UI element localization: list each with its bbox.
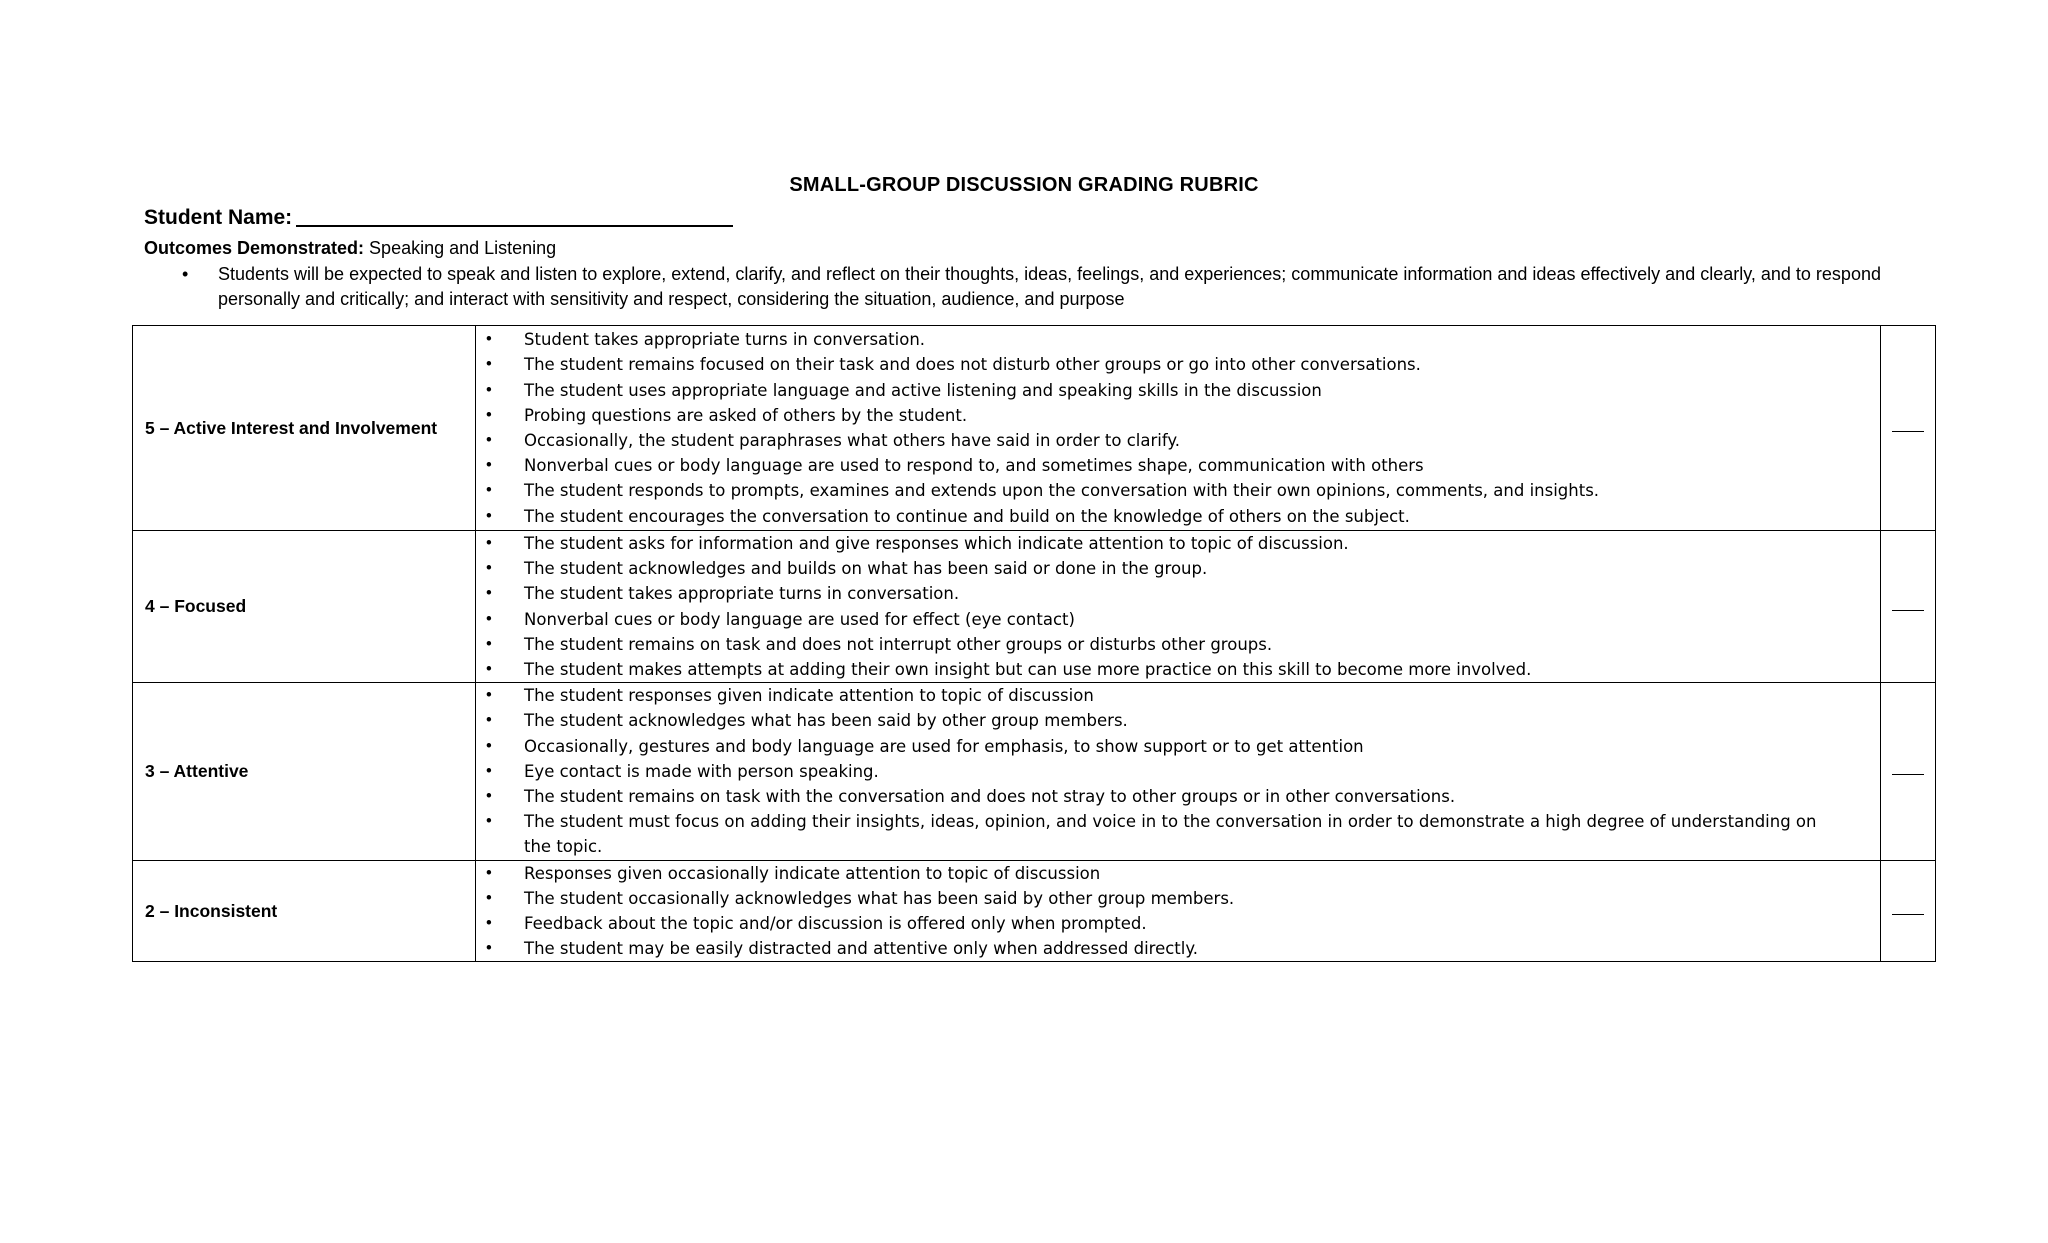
criteria-item: • Nonverbal cues or body language are used to respond to, and sometimes shape, communication with others xyxy=(476,453,1880,478)
criteria-item: • The student responses given indicate attention to topic of discussion xyxy=(476,683,1880,708)
criteria-list xyxy=(476,531,1880,682)
score-cell[interactable] xyxy=(1881,531,1936,683)
criteria-item: • Student takes appropriate turns in conversation. xyxy=(476,327,1880,352)
rubric-row-level-3 xyxy=(133,683,1936,860)
score-blank[interactable] xyxy=(1892,610,1924,611)
student-name-row xyxy=(144,206,733,230)
criteria-item: • The student asks for information and give responses which indicate attention to topic of discussion. xyxy=(476,531,1880,556)
criteria-item: • Nonverbal cues or body language are used for effect (eye contact) xyxy=(476,607,1880,632)
criteria-list xyxy=(476,683,1880,859)
criteria-item: • Occasionally, gestures and body language are used for emphasis, to show support or to get attention xyxy=(476,734,1880,759)
rubric-row-level-4 xyxy=(133,531,1936,683)
criteria-item: • The student makes attempts at adding their own insight but can use more practice on this skill to become more involved. xyxy=(476,657,1880,682)
level-label: 3 – Attentive xyxy=(133,683,476,860)
criteria-item: • Eye contact is made with person speaking. xyxy=(476,759,1880,784)
level-label: 5 – Active Interest and Involvement xyxy=(133,326,476,531)
criteria-item: • Occasionally, the student paraphrases what others have said in order to clarify. xyxy=(476,428,1880,453)
outcomes-value: Speaking and Listening xyxy=(364,238,557,258)
rubric-row-level-5 xyxy=(133,326,1936,531)
level-label: 4 – Focused xyxy=(133,531,476,683)
criteria-item: • The student responds to prompts, examines and extends upon the conversation with their own opinions, comments, and insights. xyxy=(476,478,1880,503)
level-label: 2 – Inconsistent xyxy=(133,860,476,962)
score-blank[interactable] xyxy=(1892,431,1924,432)
criteria-item: • The student remains on task with the conversation and does not stray to other groups or in other conversations. xyxy=(476,784,1880,809)
criteria-item: • Feedback about the topic and/or discussion is offered only when prompted. xyxy=(476,911,1880,936)
criteria-item: • The student must focus on adding their insights, ideas, opinion, and voice in to the conversation in order to demonstrate a high degree of understanding on the topic. xyxy=(476,809,1880,859)
score-cell[interactable] xyxy=(1881,860,1936,962)
outcomes-row xyxy=(144,238,556,259)
criteria-cell xyxy=(476,326,1881,531)
criteria-item: • The student occasionally acknowledges what has been said by other group members. xyxy=(476,886,1880,911)
criteria-item: • The student encourages the conversation to continue and build on the knowledge of others on the subject. xyxy=(476,504,1880,529)
student-name-label: Student Name: xyxy=(144,206,293,229)
criteria-item: • The student acknowledges what has been said by other group members. xyxy=(476,708,1880,733)
criteria-item: • The student may be easily distracted and attentive only when addressed directly. xyxy=(476,936,1880,961)
score-cell[interactable] xyxy=(1881,326,1936,531)
criteria-list xyxy=(476,861,1880,962)
outcome-item: • Students will be expected to speak and listen to explore, extend, clarify, and reflect on their thoughts, ideas, feelings, and experiences; communicate information and ideas effectively and clearly, and to respond personally and critically; and interact with sensitivity and respect, considering the situation, audience, and purpose xyxy=(144,262,1904,312)
criteria-item: • The student acknowledges and builds on what has been said or done in the group. xyxy=(476,556,1880,581)
criteria-item: • Probing questions are asked of others by the student. xyxy=(476,403,1880,428)
criteria-item: • The student takes appropriate turns in conversation. xyxy=(476,581,1880,606)
criteria-item: • Responses given occasionally indicate attention to topic of discussion xyxy=(476,861,1880,886)
criteria-item: • The student remains on task and does not interrupt other groups or disturbs other groups. xyxy=(476,632,1880,657)
rubric-row-level-2 xyxy=(133,860,1936,962)
criteria-item: • The student uses appropriate language and active listening and speaking skills in the discussion xyxy=(476,378,1880,403)
criteria-cell xyxy=(476,860,1881,962)
criteria-item: • The student remains focused on their task and does not disturb other groups or go into other conversations. xyxy=(476,352,1880,377)
criteria-cell xyxy=(476,683,1881,860)
score-blank[interactable] xyxy=(1892,914,1924,915)
score-cell[interactable] xyxy=(1881,683,1936,860)
student-name-blank[interactable] xyxy=(296,207,733,227)
page-title: SMALL-GROUP DISCUSSION GRADING RUBRIC xyxy=(789,174,1259,196)
criteria-list xyxy=(476,327,1880,529)
rubric-table xyxy=(132,325,1936,962)
score-blank[interactable] xyxy=(1892,774,1924,775)
outcome-list xyxy=(144,262,1904,312)
outcomes-label: Outcomes Demonstrated: xyxy=(144,238,365,258)
criteria-cell xyxy=(476,531,1881,683)
